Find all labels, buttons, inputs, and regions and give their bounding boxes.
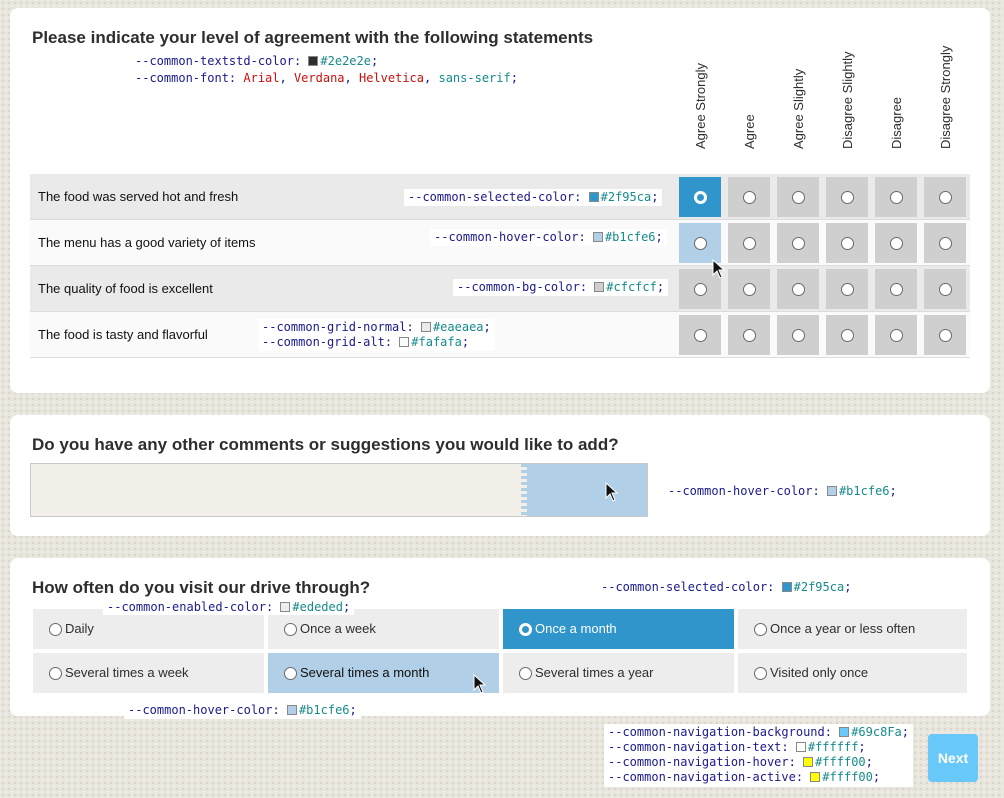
matrix-cell[interactable] [924,315,966,355]
matrix-cell[interactable] [826,315,868,355]
annotation-enabled-color: --common-enabled-color: #ededed; [103,600,354,615]
matrix-question-title: Please indicate your level of agreement with the following statements [32,28,594,47]
swatch-nav-bg [839,727,849,737]
radio-button[interactable] [743,329,756,342]
annotation-grid-colors: --common-grid-normal: #eaeaea; --common-grid-alt: #fafafa; [258,319,495,351]
radio-button[interactable] [792,329,805,342]
annotation-bg-color: --common-bg-color: #cfcfcf; [453,279,668,296]
radio-button[interactable] [939,191,952,204]
matrix-cell[interactable] [728,177,770,217]
mouse-cursor-icon [712,259,726,279]
visits-question-title: How often do you visit our drive through? [32,578,371,597]
matrix-cell[interactable] [728,223,770,263]
radio-button[interactable] [792,237,805,250]
option-several-times-a-year[interactable]: Several times a year [503,653,734,693]
matrix-row [30,312,970,358]
swatch-selected [589,192,599,202]
column-header-agree: Agree [742,114,757,149]
matrix-cell[interactable] [777,223,819,263]
swatch-hover-options [287,705,297,715]
matrix-cell[interactable] [728,315,770,355]
column-header-agree-strongly: Agree Strongly [693,63,708,149]
radio-button[interactable] [284,667,297,680]
column-header-disagree: Disagree [889,96,904,149]
column-header-agree-slightly: Agree Slightly [791,68,806,149]
swatch-grid-alt [399,337,409,347]
swatch-grid-normal [421,322,431,332]
annotation-hover-color-comments: --common-hover-color: #b1cfe6; [664,483,901,500]
matrix-cell[interactable] [679,177,721,217]
radio-button[interactable] [519,623,532,636]
radio-button[interactable] [743,191,756,204]
radio-button[interactable] [49,623,62,636]
matrix-cell[interactable] [875,223,917,263]
radio-button[interactable] [49,667,62,680]
annotation-selected-color-options: --common-selected-color: #2f95ca; [597,579,855,596]
matrix-cell[interactable] [826,269,868,309]
column-header-disagree-slightly: Disagree Slightly [840,51,855,149]
option-visited-only-once[interactable]: Visited only once [738,653,967,693]
matrix-cell[interactable] [875,315,917,355]
matrix-cell[interactable] [924,177,966,217]
matrix-cell[interactable] [924,269,966,309]
matrix-cell[interactable] [875,177,917,217]
annotation-textstd-color: --common-textstd-color: #2e2e2e; [131,53,382,70]
annotation-hover-color: --common-hover-color: #b1cfe6; [430,229,667,246]
swatch-textstd [308,56,318,66]
matrix-cell[interactable] [875,269,917,309]
radio-button[interactable] [890,237,903,250]
matrix-row-statement: The food is tasty and flavorful [38,327,208,342]
matrix-row-statement: The menu has a good variety of items [38,235,256,250]
swatch-enabled [280,602,290,612]
swatch-nav-active [810,772,820,782]
mouse-cursor-icon [473,674,487,694]
comments-question-title: Do you have any other comments or suggestions you would like to add? [32,435,619,454]
swatch-hover-comments [827,486,837,496]
matrix-cell[interactable] [826,177,868,217]
radio-button[interactable] [743,237,756,250]
swatch-bg [594,282,604,292]
radio-button[interactable] [694,191,707,204]
option-several-times-a-month[interactable]: Several times a month [268,653,499,693]
radio-button[interactable] [694,283,707,296]
radio-button[interactable] [792,283,805,296]
next-button[interactable]: Next [928,734,978,782]
comments-textarea[interactable] [30,463,648,517]
annotation-navigation-colors: --common-navigation-background: #69c8Fa; --common-navigation-text: #ffffff; --common-navigation-hover: #ffff00; --common-navigation-active: #ffff00; [604,724,913,787]
swatch-selected-options [782,582,792,592]
matrix-cell[interactable] [777,315,819,355]
swatch-nav-hover [803,757,813,767]
option-once-a-year-or-less-often[interactable]: Once a year or less often [738,609,967,649]
mouse-cursor-icon [605,482,619,502]
radio-button[interactable] [694,237,707,250]
radio-button[interactable] [890,191,903,204]
annotation-common-font: --common-font: Arial, Verdana, Helvetica, sans-serif; [131,70,522,87]
matrix-cell[interactable] [679,223,721,263]
option-once-a-week[interactable]: Once a week [268,609,499,649]
option-once-a-month[interactable]: Once a month [503,609,734,649]
radio-button[interactable] [939,237,952,250]
option-several-times-a-week[interactable]: Several times a week [33,653,264,693]
matrix-cell[interactable] [777,177,819,217]
radio-button[interactable] [694,329,707,342]
annotation-hover-color-options: --common-hover-color: #b1cfe6; [124,702,361,719]
swatch-hover [593,232,603,242]
radio-button[interactable] [841,283,854,296]
option-daily[interactable]: Daily [33,609,264,649]
radio-button[interactable] [841,237,854,250]
swatch-nav-text [796,742,806,752]
radio-button[interactable] [743,283,756,296]
radio-button[interactable] [939,329,952,342]
radio-button[interactable] [939,283,952,296]
radio-button[interactable] [284,623,297,636]
radio-button[interactable] [841,329,854,342]
column-header-disagree-strongly: Disagree Strongly [938,45,953,149]
radio-button[interactable] [890,329,903,342]
matrix-cell[interactable] [826,223,868,263]
textarea-hover-highlight [525,464,647,516]
matrix-row-statement: The quality of food is excellent [38,281,213,296]
radio-button[interactable] [841,191,854,204]
radio-button[interactable] [754,623,767,636]
matrix-cell[interactable] [924,223,966,263]
matrix-row-statement: The food was served hot and fresh [38,189,239,204]
annotation-selected-color: --common-selected-color: #2f95ca; [404,189,662,206]
radio-button[interactable] [890,283,903,296]
radio-button[interactable] [754,667,767,680]
matrix-cell[interactable] [679,315,721,355]
matrix-cell[interactable] [728,269,770,309]
radio-button[interactable] [519,667,532,680]
radio-button[interactable] [792,191,805,204]
matrix-cell[interactable] [777,269,819,309]
